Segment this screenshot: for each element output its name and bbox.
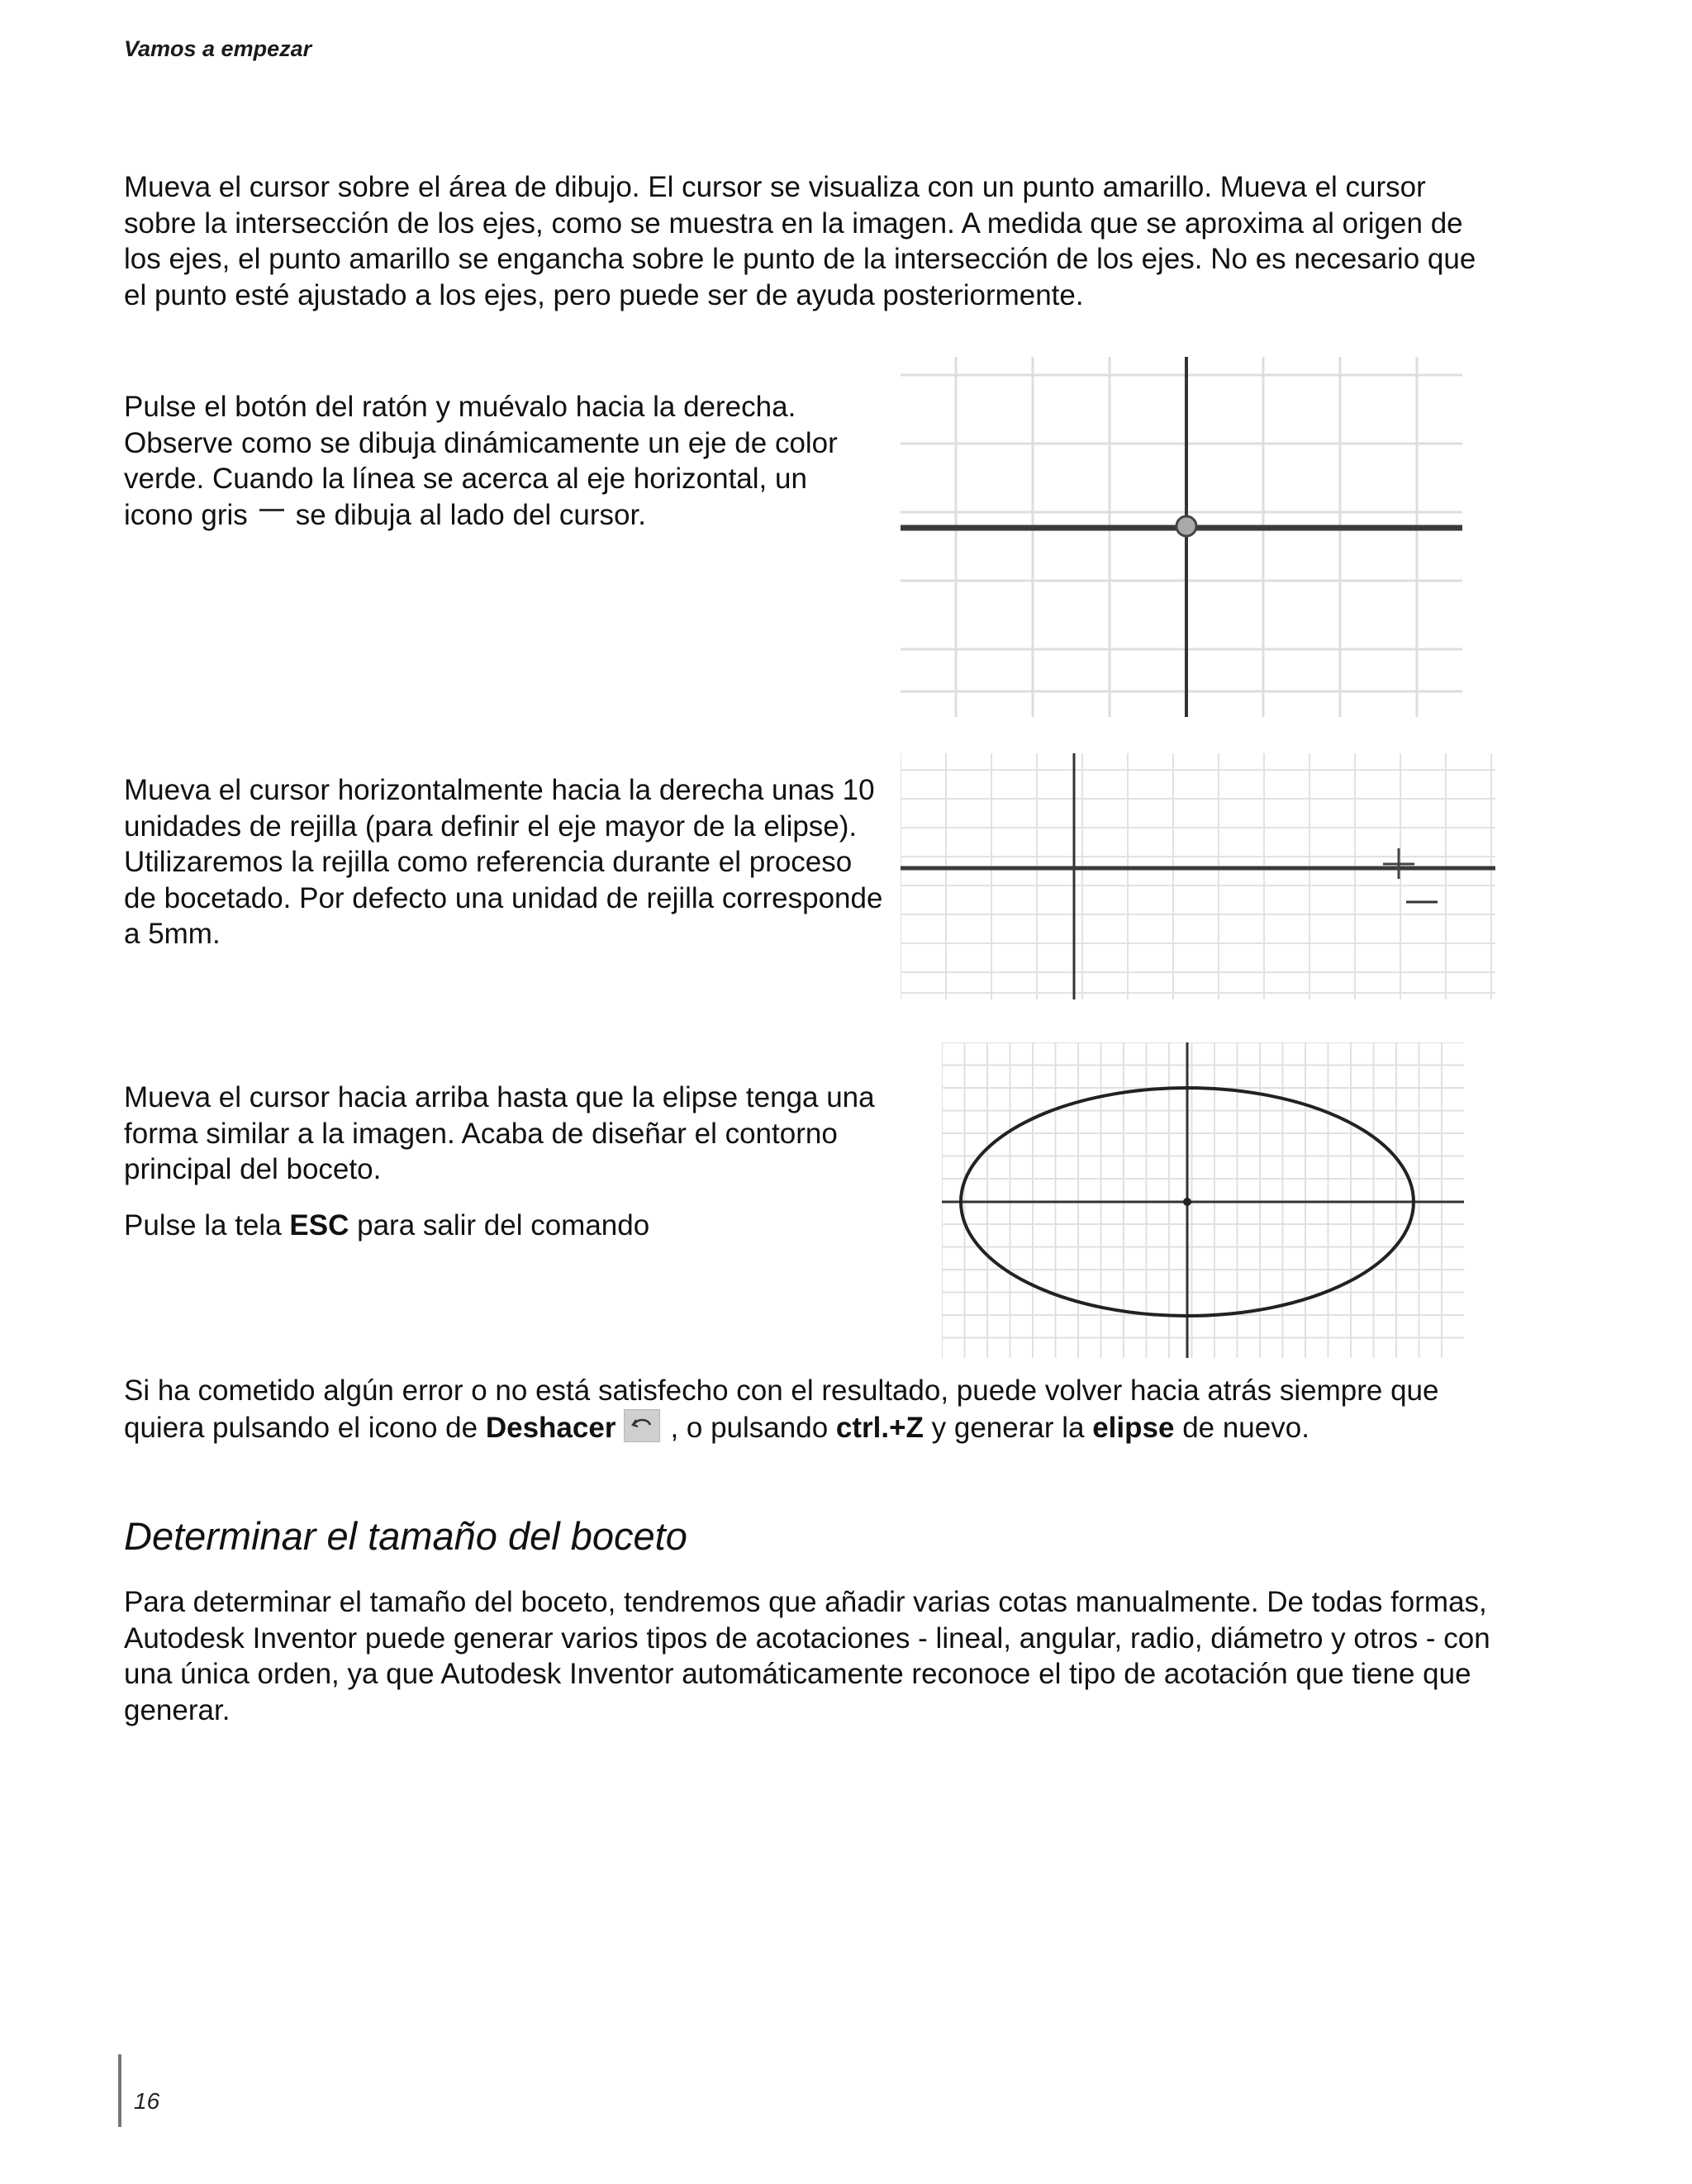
deshacer-label: Deshacer	[485, 1411, 616, 1444]
step1-paragraph	[124, 389, 884, 533]
intro-paragraph: Mueva el cursor sobre el área de dibujo. El cursor se visualiza con un punto amarillo. Mueva el cursor sobre la intersección de los ejes, como se muestra en la imagen. A medida que se aproxima al origen de los ejes, el punto amarillo se engancha sobre le punto de la intersección de los ejes. No es necesario que el punto esté ajustado a los ejes, pero puede ser de ayuda posteriormente.	[124, 171, 1476, 311]
undo-text-2: , o pulsando	[670, 1411, 829, 1444]
footer-rule	[118, 2054, 121, 2127]
undo-text-4: de nuevo.	[1182, 1411, 1309, 1444]
grid-lines	[901, 357, 1462, 717]
grid-lines	[901, 753, 1495, 999]
undo-text-1: Si ha cometido algún error o no está satisfecho con el resultado, puede volver hacia atrás siempre que quiera pulsando el icono de	[124, 1374, 1439, 1444]
snap-point	[1176, 516, 1196, 536]
undo-icon	[624, 1409, 660, 1442]
undo-text-3: y generar la	[931, 1411, 1085, 1444]
horizontal-constraint-icon	[259, 509, 284, 511]
crosshair-cursor-icon	[1383, 848, 1414, 879]
shortcut-label: ctrl.+Z	[835, 1411, 924, 1444]
ellipse-center-point	[1183, 1198, 1191, 1206]
figure-horizontal-line	[901, 753, 1495, 999]
page-number: 16	[134, 2088, 160, 2114]
esc-text-before: Pulse la tela	[124, 1209, 282, 1242]
step2-paragraph: Mueva el cursor horizontalmente hacia la derecha unas 10 unidades de rejilla (para definir el eje mayor de la elipse). Utilizaremos la rejilla como referencia durante el proceso de bocetado. Por defecto una unidad de rejilla corresponde a 5mm.	[124, 774, 883, 950]
section-body: Para determinar el tamaño del boceto, tendremos que añadir varias cotas manualmente. De todas formas, Autodesk Inventor puede generar varios tipos de acotaciones - lineal, angular, radio, diámetro y otros - con una única orden, ya que Autodesk Inventor automáticamente reconoce el tipo de acotación que tiene que generar.	[124, 1586, 1490, 1726]
step1-text-after: se dibuja al lado del cursor.	[295, 498, 646, 531]
esc-instruction	[124, 1208, 884, 1244]
undo-paragraph	[124, 1373, 1495, 1446]
section-heading: Determinar el tamaño del boceto	[124, 1514, 687, 1558]
step1-text: Pulse el botón del ratón y muévalo hacia la derecha. Observe como se dibuja dinámicamente un eje de color verde. Cuando la línea se acerca al eje horizontal, un icono gris	[124, 391, 838, 531]
step3-paragraph: Mueva el cursor hacia arriba hasta que la elipse tenga una forma similar a la imagen. Acaba de diseñar el contorno principal del boceto.	[124, 1081, 875, 1185]
running-header: Vamos a empezar	[124, 36, 312, 61]
figure-ellipse	[942, 1042, 1464, 1358]
elipse-label: elipse	[1092, 1411, 1175, 1444]
esc-text-after: para salir del comando	[357, 1209, 650, 1242]
esc-key-label: ESC	[289, 1209, 349, 1242]
figure-axes-start	[901, 357, 1462, 717]
